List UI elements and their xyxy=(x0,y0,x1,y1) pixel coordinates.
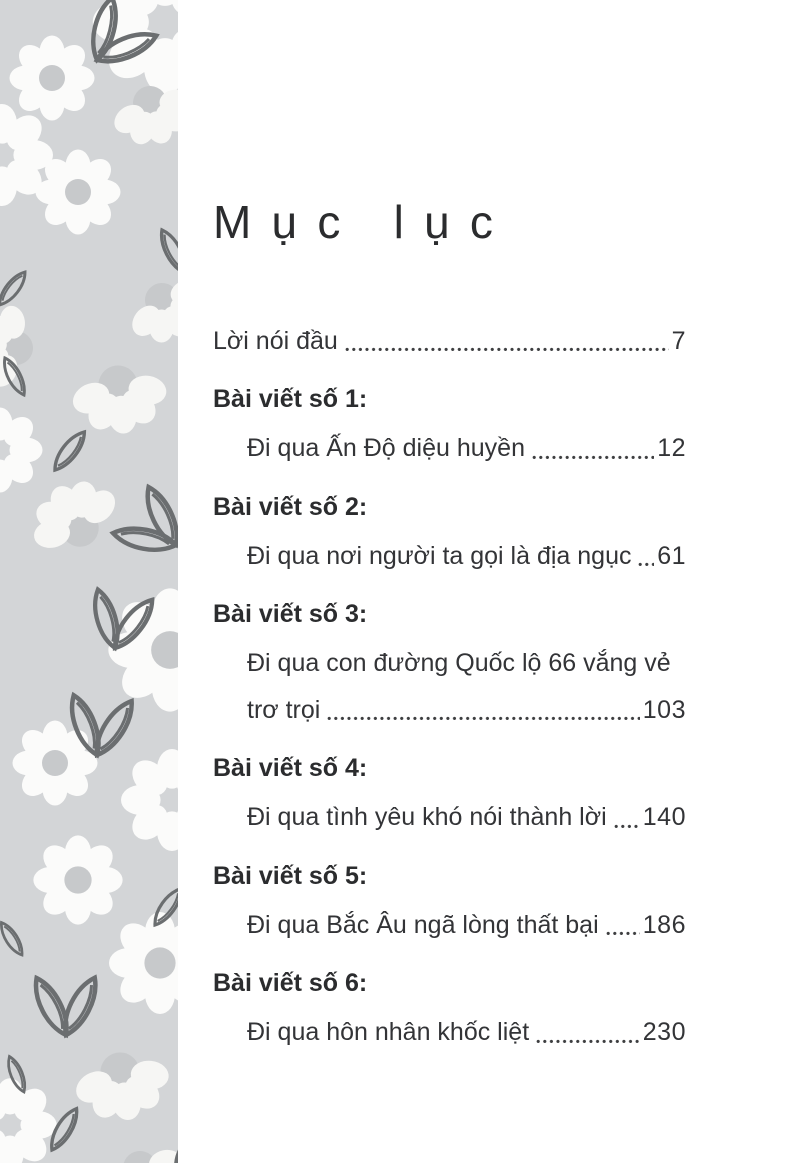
toc-entry-row-wrap xyxy=(247,696,686,726)
toc-entry-row xyxy=(247,649,686,679)
flower-icon xyxy=(10,36,95,121)
toc-entry-title: Đi qua hôn nhân khốc liệt xyxy=(247,1018,530,1047)
toc-entry-title: Đi qua nơi người ta gọi là địa ngục xyxy=(247,541,632,570)
floral-sidebar-decoration xyxy=(0,0,178,1163)
toc-entry-row xyxy=(247,911,686,941)
toc-entry-page: 103 xyxy=(642,695,686,724)
toc-entry-title: Đi qua Ấn Độ diệu huyền xyxy=(247,434,525,463)
flower-icon xyxy=(36,150,121,235)
toc-entry-row xyxy=(247,434,686,464)
toc-entry-header: Bài viết số 5: xyxy=(213,861,368,890)
toc-entry-2 xyxy=(213,493,686,572)
dotted-leader xyxy=(638,562,654,567)
toc-entry-row xyxy=(247,803,686,833)
toc-entry-page: 61 xyxy=(657,541,686,570)
toc-entry-title: Đi qua con đường Quốc lộ 66 vắng vẻ xyxy=(247,649,671,678)
dotted-leader xyxy=(614,824,640,829)
flower-icon xyxy=(33,835,122,924)
toc-entry-header: Bài viết số 1: xyxy=(213,385,368,414)
toc-entry-title: Đi qua tình yêu khó nói thành lời xyxy=(247,803,607,832)
dotted-leader xyxy=(345,347,669,352)
toc-page xyxy=(178,0,794,1163)
toc-preface-row xyxy=(213,327,686,357)
toc-preface-page: 7 xyxy=(671,326,686,355)
toc-entry-row xyxy=(247,1018,686,1048)
toc-entry-page: 186 xyxy=(642,910,686,939)
toc-entry-6 xyxy=(213,969,686,1048)
toc-entry-title: Đi qua Bắc Âu ngã lòng thất bại xyxy=(247,910,599,939)
toc-entry-page: 12 xyxy=(657,434,686,463)
toc-entry-title-line2: trơ trọi xyxy=(247,695,321,724)
toc-entry-4 xyxy=(213,754,686,833)
toc-entry-page: 230 xyxy=(642,1018,686,1047)
toc-list xyxy=(213,327,686,1048)
toc-entry-row xyxy=(247,542,686,572)
flower-icon xyxy=(13,721,98,806)
dotted-leader xyxy=(327,716,639,721)
toc-preface-label: Lời nói đầu xyxy=(213,326,338,355)
toc-entry-header: Bài viết số 3: xyxy=(213,600,368,629)
toc-entry-5 xyxy=(213,862,686,941)
dotted-leader xyxy=(536,1039,640,1044)
toc-entry-header: Bài viết số 6: xyxy=(213,969,368,998)
toc-entry-header: Bài viết số 4: xyxy=(213,754,368,783)
toc-entry-header: Bài viết số 2: xyxy=(213,492,368,521)
toc-entry-1 xyxy=(213,385,686,464)
toc-entry-page: 140 xyxy=(642,803,686,832)
dotted-leader xyxy=(606,931,640,936)
dotted-leader xyxy=(532,455,654,460)
page-title: Mục lục xyxy=(213,196,514,248)
toc-entry-3 xyxy=(213,600,686,725)
